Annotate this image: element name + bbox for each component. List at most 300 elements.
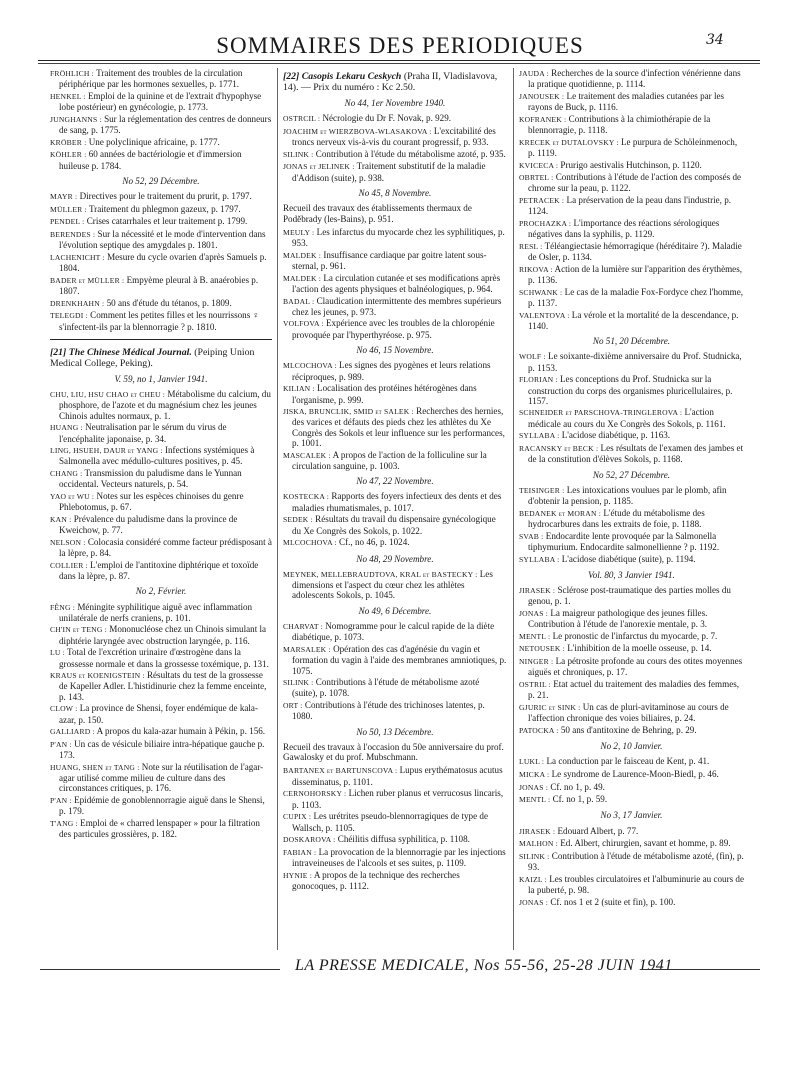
article-summary: Cf. no 1, p. 59. bbox=[552, 794, 608, 805]
article-summary: Le syndrome de Laurence-Moon-Biedl, p. 46. bbox=[551, 768, 719, 779]
article-summary: L'acidose diabétique, p. 1163. bbox=[561, 430, 671, 441]
article-entry bbox=[519, 287, 744, 309]
article-summary: Recherches des hernies, des varices et défauts des pieds chez les athlètes du Xe Congrès des Sokols et leur influence sur les performances, p. 1001. bbox=[292, 406, 505, 448]
article-entry bbox=[519, 195, 744, 217]
article-authors: BADAL : bbox=[283, 296, 315, 306]
article-entry bbox=[50, 191, 272, 202]
article-authors: KAN : bbox=[50, 514, 72, 524]
article-authors: OSTRIL : bbox=[519, 679, 551, 689]
article-authors: HENKEL : bbox=[50, 91, 86, 101]
article-entry bbox=[519, 656, 744, 678]
article-summary: Les urétrites pseudo-blennorragiques de type de Wallsch, p. 1105. bbox=[292, 811, 488, 833]
article-entry bbox=[50, 114, 272, 136]
article-entry bbox=[283, 870, 507, 892]
article-summary: Infections systémiques à Salmonella avec médullo-cultures positives, p. 45. bbox=[59, 445, 255, 467]
article-summary: L'importance des réactions sérologiques négatives dans la syphilis, p. 1129. bbox=[528, 217, 720, 240]
article-authors: SVAB : bbox=[519, 531, 544, 541]
article-summary: Ed. Albert, chirurgien, savant et homme, p. 89. bbox=[560, 838, 731, 849]
article-entry bbox=[283, 406, 507, 448]
article-authors: FRÖHLICH : bbox=[50, 69, 94, 78]
article-entry bbox=[519, 430, 744, 441]
article-authors: MEYNEK, MELLEBRAUDTOVA, KRAL et BASTECKY : bbox=[283, 569, 478, 579]
article-authors: TELEGDI : bbox=[50, 311, 88, 321]
article-summary: Une polyclinique africaine, p. 1777. bbox=[88, 136, 220, 147]
article-entry bbox=[50, 216, 272, 227]
issue-heading: Vol. 80, 3 Janvier 1941. bbox=[588, 569, 675, 580]
article-entry bbox=[519, 874, 744, 896]
article-entry bbox=[519, 264, 744, 286]
article-entry bbox=[519, 310, 744, 332]
article-summary: Transmission du paludisme dans le Yunnan occidental. Vecteurs naturels, p. 54. bbox=[59, 468, 242, 490]
article-entry bbox=[283, 318, 507, 340]
article-authors: JONAS : bbox=[519, 782, 549, 792]
article-entry bbox=[519, 897, 744, 908]
article-summary: Les intoxications voulues par le plomb, afin d'obtenir la pension, p. 1185. bbox=[528, 484, 727, 507]
issue-heading: No 52, 27 Décembre. bbox=[592, 469, 671, 480]
article-summary: Claudication intermittente des membres supérieurs chez les jeunes, p. 973. bbox=[292, 295, 502, 317]
article-summary: Cf. nos 1 et 2 (suite et fin), p. 100. bbox=[550, 896, 676, 907]
article-summary: Un cas de vésicule biliaire intra-hépatique gauche p. 173. bbox=[59, 738, 265, 761]
article-authors: CHANG : bbox=[50, 469, 83, 479]
article-entry bbox=[50, 137, 272, 148]
article-entry bbox=[519, 218, 744, 240]
article-summary: A propos du kala-azar humain à Pékin, p. 156. bbox=[96, 726, 266, 737]
article-summary: Comment les petites filles et les nourrissons ♀ s'infectent-ils par la blennorragie ? p. 1810. bbox=[59, 310, 260, 332]
article-entry bbox=[519, 769, 744, 780]
article-authors: DRENKHAHN : bbox=[50, 298, 105, 308]
article-authors: MASCALEK : bbox=[283, 450, 331, 460]
issue-heading: No 46, 15 Novembre. bbox=[356, 345, 434, 356]
article-entry bbox=[283, 788, 507, 810]
article-entry bbox=[50, 514, 272, 536]
article-summary: Résultats du travail du dispensaire gynécologique du Xe Congrès des Sokols, p. 1022. bbox=[292, 514, 496, 536]
article-authors: MENTL : bbox=[519, 631, 551, 641]
article-entry bbox=[283, 537, 507, 548]
article-summary: Contributions à l'étude de métabolisme azoté (suite), p. 1078. bbox=[292, 677, 480, 699]
article-summary: Total de l'excrétion urinaire d'œstrogène dans la grossesse normale et dans la grossesse toxémique, p. 131. bbox=[59, 647, 269, 669]
article-summary: Crises catarrhales et leur traitement p. 1799. bbox=[86, 216, 248, 227]
article-summary: Un cas de pluri-avitaminose au cours de l'affection chronique des voies biliaires, p. 24. bbox=[528, 701, 729, 724]
article-entry bbox=[50, 726, 272, 737]
article-authors: KOFRANEK : bbox=[519, 114, 567, 124]
issue-heading: No 49, 6 Décembre. bbox=[358, 605, 432, 616]
article-entry bbox=[519, 485, 744, 507]
issue-heading: No 44, 1er Novembre 1940. bbox=[344, 98, 446, 108]
article-authors: CHU, LIU, HSU CHAO et CHEU : bbox=[50, 390, 166, 400]
article-authors: LU : bbox=[50, 648, 65, 658]
article-entry bbox=[50, 298, 272, 309]
article-authors: BERENDES : bbox=[50, 229, 96, 239]
article-authors: P'AN : bbox=[50, 795, 72, 805]
column-right bbox=[519, 68, 744, 909]
article-entry bbox=[283, 383, 507, 405]
article-authors: SCHNEIDER et PARSCHOVA-TRINGLEROVA : bbox=[519, 408, 683, 418]
article-authors: VOLFOVA : bbox=[283, 319, 324, 329]
article-authors: WOLF : bbox=[519, 352, 546, 362]
article-authors: JOACHIM et WIERZBOVA-WLASAKOVA : bbox=[283, 126, 432, 136]
article-entry bbox=[519, 756, 744, 767]
article-entry bbox=[519, 443, 744, 465]
article-authors: CH'IN et TENG : bbox=[50, 625, 107, 635]
article-entry bbox=[283, 273, 507, 295]
article-entry bbox=[283, 811, 507, 833]
article-entry bbox=[50, 624, 272, 646]
issue-heading: No 51, 20 Décembre. bbox=[592, 336, 671, 347]
article-authors: SEDEK : bbox=[283, 515, 313, 525]
article-summary: La maigreur pathologique des jeunes filles. Contribution à l'étude de l'anorexie mentale, p. 3. bbox=[528, 608, 708, 630]
article-authors: CLOW : bbox=[50, 704, 78, 714]
page-number: 34 bbox=[706, 32, 724, 48]
article-entry bbox=[519, 407, 744, 429]
article-authors: KILIAN : bbox=[283, 384, 315, 394]
article-summary: Les infarctus du myocarde chez les syphilitiques, p. 953. bbox=[292, 226, 505, 249]
article-summary: Les dimensions et l'aspect du cœur chez les athlètes adolescents Sokols, p. 1045. bbox=[292, 568, 493, 601]
issue-heading: No 2, Février. bbox=[135, 586, 187, 597]
article-summary: Contributions à la chimiothérapie de la blennorragie, p. 1118. bbox=[528, 113, 711, 136]
article-summary: Prurigo aestivalis Hutchinson, p. 1120. bbox=[560, 159, 702, 170]
article-authors: CUPIX : bbox=[283, 812, 312, 822]
article-summary: Le purpura de Schöleinmenoch, p. 1119. bbox=[528, 136, 738, 158]
article-authors: SCHWANK : bbox=[519, 287, 563, 297]
article-summary: 50 ans d'étude du tétanos, p. 1809. bbox=[106, 297, 232, 308]
article-entry bbox=[519, 508, 744, 530]
article-authors: ORT : bbox=[283, 701, 303, 710]
article-summary: La préservation de la peau dans l'industrie, p. 1124. bbox=[528, 195, 732, 217]
article-entry bbox=[283, 450, 507, 472]
article-entry bbox=[283, 847, 507, 869]
article-authors: KÖHLER : bbox=[50, 150, 87, 160]
article-entry bbox=[283, 621, 507, 643]
article-entry bbox=[50, 739, 272, 761]
article-authors: PETRACEK : bbox=[519, 196, 565, 206]
article-entry bbox=[283, 491, 507, 513]
article-authors: SYLLABA : bbox=[519, 554, 560, 564]
article-summary: Action de la lumière sur l'apparition des érythèmes, p. 1136. bbox=[528, 263, 743, 286]
article-authors: P'AN : bbox=[50, 739, 72, 749]
article-summary: Mesure du cycle ovarien d'après Samuels p. 1804. bbox=[59, 251, 267, 274]
article-authors: T'ANG : bbox=[50, 818, 78, 828]
article-authors: JIRASEK : bbox=[519, 586, 556, 596]
article-entry bbox=[50, 560, 272, 582]
article-entry bbox=[50, 68, 272, 90]
article-authors: FABIAN : bbox=[283, 847, 317, 857]
collection-note: Recueil des travaux à l'occasion du 50e anniversaire du prof. Gawalosky et du prof. Mubschmann. bbox=[283, 741, 504, 763]
article-summary: A propos de l'action de la folliculine sur la circulation sanguine, p. 1003. bbox=[292, 449, 487, 471]
article-authors: MLCOCHOVA : bbox=[283, 538, 337, 548]
article-entry bbox=[50, 310, 272, 332]
article-summary: Traitement du phlegmon gazeux, p. 1797. bbox=[88, 203, 241, 214]
article-summary: L'étude du métabolisme des hydrocarbures dans les extraits de foie, p. 1188. bbox=[528, 507, 705, 530]
issue-heading: No 45, 8 Novembre. bbox=[358, 187, 432, 198]
article-summary: A propos de la technique des recherches gonocoques, p. 1112. bbox=[292, 869, 460, 891]
column-middle bbox=[283, 68, 507, 893]
article-summary: Contribution à l'étude de métabolisme azoté, (fin), p. 93. bbox=[528, 850, 744, 873]
article-summary: Contributions à l'étude des trichinoses latentes, p. 1080. bbox=[292, 700, 485, 722]
article-summary: Chéilitis diffusa syphilitica, p. 1108. bbox=[337, 834, 470, 845]
article-summary: Notes sur les espèces chinoises du genre Phlebotomus, p. 67. bbox=[59, 490, 244, 513]
article-authors: PENDEL : bbox=[50, 217, 85, 227]
article-entry bbox=[519, 826, 744, 837]
header-rule-secondary bbox=[38, 63, 760, 64]
article-authors: SILINK : bbox=[283, 149, 314, 159]
article-summary: Rapports des foyers infectieux des dents et des maladies rhumatismales, p. 1017. bbox=[292, 491, 502, 513]
article-authors: KRÖBER : bbox=[50, 137, 87, 147]
article-summary: Contributions à l'étude de l'action des composés de chrome sur la peau, p. 1122. bbox=[528, 172, 742, 194]
article-entry bbox=[519, 851, 744, 873]
article-entry bbox=[519, 137, 744, 159]
article-entry bbox=[50, 229, 272, 251]
article-entry bbox=[519, 91, 744, 113]
article-authors: LUKL : bbox=[519, 757, 545, 767]
article-authors: PROCHAZKA : bbox=[519, 218, 572, 228]
article-summary: Edouard Albert, p. 77. bbox=[557, 825, 639, 836]
article-entry bbox=[283, 126, 507, 148]
article-entry bbox=[283, 296, 507, 318]
article-entry bbox=[283, 569, 507, 601]
article-entry bbox=[50, 762, 272, 794]
article-summary: Le cas de la maladie Fox-Fordyce chez l'homme, p. 1137. bbox=[528, 286, 744, 308]
article-authors: KRECEK et DUTALOVSKY : bbox=[519, 137, 619, 147]
article-entry bbox=[283, 514, 507, 536]
article-authors: GJURIC et SINK : bbox=[519, 702, 581, 712]
article-authors: JONAS et JELINEK : bbox=[283, 162, 355, 172]
issue-heading: V. 59, no 1, Janvier 1941. bbox=[114, 373, 208, 384]
article-authors: FLORIAN : bbox=[519, 375, 558, 385]
article-entry bbox=[283, 113, 507, 124]
article-entry bbox=[50, 275, 272, 297]
article-summary: Sur la réglementation des centres de donneurs de sang, p. 1775. bbox=[59, 113, 272, 136]
article-authors: MÜLLER : bbox=[50, 204, 87, 214]
article-entry bbox=[50, 647, 272, 669]
column-divider bbox=[513, 68, 514, 950]
article-summary: Les troubles circulatoires et l'albuminurie au cours de la puberté, p. 98. bbox=[528, 873, 745, 896]
article-authors: MAYR : bbox=[50, 192, 78, 202]
article-entry bbox=[283, 149, 507, 160]
article-entry bbox=[283, 834, 507, 845]
article-summary: Téléangiectasie hémorragique (héréditaire ?). Maladie de Osler, p. 1134. bbox=[528, 240, 742, 263]
article-authors: PATOCKA : bbox=[519, 725, 559, 735]
header-rule bbox=[38, 60, 760, 61]
article-entry bbox=[50, 491, 272, 513]
article-summary: La province de Shensi, foyer endémique de kala-azar, p. 150. bbox=[59, 703, 258, 725]
article-authors: MEULY : bbox=[283, 227, 315, 237]
article-authors: HUANG, SHEN et TANG : bbox=[50, 762, 140, 772]
article-authors: HUANG : bbox=[50, 423, 83, 433]
issue-heading: No 47, 22 Novembre. bbox=[356, 476, 434, 487]
article-entry bbox=[50, 602, 272, 624]
article-authors: JANOUSEK : bbox=[519, 91, 565, 101]
article-entry bbox=[50, 252, 272, 274]
journal-title: [22] Casopis Lekaru Ceskych bbox=[283, 71, 402, 82]
article-summary: Mononucléose chez un Chinois simulant la diphtérie laryngée avec obstruction laryngée, p. 116. bbox=[59, 624, 267, 646]
section-rule bbox=[50, 339, 272, 340]
article-entry bbox=[283, 227, 507, 249]
issue-heading: No 48, 29 Novembre. bbox=[356, 553, 434, 564]
issue-heading: No 52, 29 Décembre. bbox=[122, 175, 200, 186]
article-entry bbox=[50, 795, 272, 817]
page-title: SOMMAIRES DES PERIODIQUES bbox=[216, 33, 584, 58]
article-authors: GALLIARD : bbox=[50, 727, 95, 737]
article-entry bbox=[519, 643, 744, 654]
article-authors: MICKA : bbox=[519, 769, 550, 779]
article-summary: Neutralisation par le sérum du virus de l'encéphalite japonaise, p. 34. bbox=[59, 422, 227, 444]
article-authors: KVICECA : bbox=[519, 160, 559, 170]
article-authors: SILINK : bbox=[283, 678, 314, 688]
article-summary: Métabolisme du calcium, du phosphore, de l'azote et du magnésium chez les jeunes Chinois adultes normaux, p. 1. bbox=[59, 389, 271, 421]
article-summary: La provocation de la blennorragie par les injections intraveineuses de l'alcools et ses suites, p. 1109. bbox=[292, 846, 506, 869]
journal-title: [21] The Chinese Médical Journal. bbox=[50, 346, 192, 358]
article-entry bbox=[519, 68, 744, 90]
article-authors: MARSALEK : bbox=[283, 644, 331, 654]
article-authors: CHARVAT : bbox=[283, 622, 323, 632]
article-entry bbox=[50, 818, 272, 840]
article-entry bbox=[519, 608, 744, 630]
journal-details: (Praha II, Vladislavova, 14). — Prix du numéro : Kc 2.50. bbox=[283, 71, 498, 93]
article-summary: Emploi de la quinine et de l'extrait d'hypophyse lobe postérieur) en gynécologie, p. 1773. bbox=[59, 90, 262, 113]
article-entry bbox=[519, 241, 744, 263]
article-summary: Localisation des protéines hétérogènes dans l'organisme, p. 999. bbox=[292, 383, 477, 405]
article-authors: JIRASEK : bbox=[519, 826, 556, 836]
article-summary: Note sur la réutilisation de l'agar-agar utilisé comme milieu de culture dans des circonstances critiques, p. 176. bbox=[59, 761, 264, 794]
article-summary: Expérience avec les troubles de la chloropénie provoquée par l'hyperthyréose. p. 975. bbox=[292, 318, 495, 340]
journal-heading bbox=[50, 347, 272, 369]
article-authors: MALHON : bbox=[519, 839, 558, 849]
article-authors: OBRTEL : bbox=[519, 173, 554, 183]
article-summary: Lichen ruber planus et verrucosus lincaris, p. 1103. bbox=[292, 788, 504, 810]
article-summary: Opération des cas d'agénésie du vagin et formation du vagin à l'aide des membranes amniotiques, p. 1075. bbox=[292, 643, 507, 676]
article-entry bbox=[519, 374, 744, 406]
article-entry bbox=[519, 725, 744, 736]
article-authors: COLLIER : bbox=[50, 560, 88, 570]
article-summary: Sclérose post-traumatique des parties molles du genou, p. 1. bbox=[528, 585, 731, 607]
article-summary: Nomogramme pour le calcul rapide de la diète diabétique, p. 1073. bbox=[292, 621, 495, 643]
article-summary: 50 ans d'antitoxine de Behring, p. 29. bbox=[560, 724, 697, 735]
article-entry bbox=[519, 351, 744, 373]
article-authors: JONAS : bbox=[519, 609, 549, 618]
article-summary: Colocasia considéré comme facteur prédisposant à la lèpre, p. 84. bbox=[59, 536, 272, 559]
article-summary: Emploi de « charred lenspaper » pour la filtration des particules grossières, p. 182. bbox=[59, 817, 260, 840]
article-entry bbox=[50, 445, 272, 467]
article-authors: RIKOVA : bbox=[519, 264, 553, 274]
article-entry bbox=[519, 585, 744, 607]
article-authors: BADER et MÜLLER : bbox=[50, 275, 125, 285]
article-summary: Le soixante-dixième anniversaire du Prof. Studnicka, p. 1153. bbox=[528, 351, 742, 373]
article-summary: Contribution à l'étude du métabolisme azoté, p. 935. bbox=[315, 148, 506, 159]
article-summary: Nécrologie du Dr F. Novak, p. 929. bbox=[322, 113, 452, 124]
article-entry bbox=[283, 360, 507, 382]
article-entry bbox=[50, 670, 272, 702]
article-summary: L'inhibition de la moelle osseuse, p. 14. bbox=[567, 643, 712, 654]
article-authors: CERNOHORSKY : bbox=[283, 789, 347, 799]
article-entry bbox=[50, 703, 272, 725]
article-summary: Résultats du test de la grossesse de Kapeller Adler. L'histidinurie chez la femme enceinte, p. 143. bbox=[59, 670, 267, 702]
article-summary: L'emploi de l'antitoxine diphtérique et toxoïde dans la lèpre, p. 87. bbox=[59, 559, 259, 581]
article-authors: BARTANEX et BARTUNSCOVA : bbox=[283, 766, 398, 776]
footer-text: LA PRESSE MEDICALE, Nos 55-56, 25-28 JUIN 1941 bbox=[295, 957, 673, 974]
article-entry bbox=[519, 679, 744, 701]
article-authors: JISKA, BRUNCLIK, SMID et SALEK : bbox=[283, 407, 414, 417]
journal-details: (Peiping Union Medical College, Peking). bbox=[50, 346, 255, 369]
article-summary: L'acidose diabétique (suite), p. 1194. bbox=[561, 553, 696, 564]
page-header bbox=[100, 33, 700, 59]
issue-heading: No 50, 13 Décembre. bbox=[356, 726, 434, 737]
article-authors: MENTL : bbox=[519, 795, 551, 805]
article-authors: KRAUS et KOENIGSTEIN : bbox=[50, 671, 145, 681]
article-authors: LING, HSUEH, DAUR et YANG : bbox=[50, 446, 163, 456]
article-authors: KAIZL : bbox=[519, 874, 547, 884]
article-authors: BEDANEK et MORAN : bbox=[519, 508, 602, 518]
article-authors: NETOUSEK : bbox=[519, 644, 565, 654]
article-summary: La circulation cutanée et ses modifications après l'action des agents physiques et balnéologiques, p. 964. bbox=[292, 272, 501, 294]
collection-note: Recueil des travaux des établissements thermaux de Poděbrady (les-Bains), p. 951. bbox=[283, 203, 472, 224]
article-summary: Les conceptions du Prof. Studnicka sur la construction du corps des organismes pluricellulaires, p. 1157. bbox=[528, 374, 733, 406]
column-divider bbox=[277, 68, 278, 950]
article-entry bbox=[283, 677, 507, 699]
article-summary: L'action médicale au cours du Xe Congrès des Sokols, p. 1161. bbox=[528, 407, 726, 429]
article-summary: Les signes des pyogènes et leurs relations réciproques, p. 989. bbox=[292, 360, 491, 382]
article-summary: Le traitement des maladies cutanées par les rayons de Buck, p. 1116. bbox=[528, 90, 725, 113]
article-summary: Les résultats de l'examen des jambes et de la constitution d'élèves Sokols, p. 1168. bbox=[528, 442, 744, 465]
article-summary: Sur la nécessité et le mode d'intervention dans l'évolution septique des amygdales p. 1801. bbox=[59, 228, 266, 251]
article-summary: La pétrosite profonde au cours des otites moyennes aiguës et chroniques, p. 17. bbox=[528, 656, 743, 678]
article-authors: TEISINGER : bbox=[519, 485, 565, 495]
article-entry bbox=[519, 794, 744, 805]
article-entry bbox=[519, 838, 744, 849]
article-entry bbox=[519, 554, 744, 565]
article-authors: MALDEK : bbox=[283, 273, 322, 283]
article-authors: JAUDA : bbox=[519, 69, 549, 78]
article-entry bbox=[519, 702, 744, 724]
article-authors: RESL : bbox=[519, 241, 543, 251]
footer-rule-left bbox=[40, 969, 280, 970]
article-authors: HYNIE : bbox=[283, 870, 313, 880]
article-entry bbox=[50, 537, 272, 559]
article-entry bbox=[283, 765, 507, 787]
article-authors: KOSTECKA : bbox=[283, 492, 330, 502]
issue-heading: No 3, 17 Janvier. bbox=[600, 810, 663, 821]
article-summary: Etat actuel du traitement des maladies des femmes, p. 21. bbox=[528, 678, 740, 701]
article-entry bbox=[283, 700, 507, 722]
article-authors: SILINK : bbox=[519, 851, 550, 861]
article-summary: Traitement des troubles de la circulation périphérique par les hormones sexuelles, p. 1771. bbox=[59, 68, 243, 90]
article-authors: JUNGHANNS : bbox=[50, 114, 102, 124]
article-entry bbox=[519, 160, 744, 171]
article-summary: Prévalence du paludisme dans la province de Kweichow, p. 77. bbox=[59, 513, 238, 536]
article-summary: Méningite syphilitique aiguë avec inflammation unilatérale de nerfs craniens, p. 101. bbox=[59, 601, 253, 623]
article-entry bbox=[50, 149, 272, 171]
article-summary: Insuffisance cardiaque par goitre latent sous-sternal, p. 961. bbox=[292, 249, 487, 272]
article-authors: LACHENICHT : bbox=[50, 252, 105, 262]
article-authors: JONAS : bbox=[519, 897, 549, 907]
article-summary: Traitement substitutif de la maladie d'Addison (suite), p. 938. bbox=[292, 161, 486, 183]
article-entry bbox=[519, 531, 744, 553]
article-entry bbox=[519, 114, 744, 136]
article-entry bbox=[50, 468, 272, 490]
article-entry bbox=[50, 422, 272, 444]
article-authors: YAO et WU : bbox=[50, 491, 95, 501]
journal-heading bbox=[283, 71, 507, 93]
article-summary: Directives pour le traitement du prurit, p. 1797. bbox=[79, 191, 252, 202]
issue-heading: No 2, 10 Janvier. bbox=[600, 741, 663, 752]
article-summary: Cf. no 1, p. 49. bbox=[550, 781, 605, 792]
footer-rule-right bbox=[640, 969, 760, 970]
article-summary: La conduction par le faisceau de Kent, p. 41. bbox=[546, 756, 710, 767]
article-authors: NELSON : bbox=[50, 537, 86, 547]
article-summary: Le pronostic de l'infarctus du myocarde, p. 7. bbox=[552, 630, 718, 641]
article-summary: Empyème pleural à B. anaérobies p. 1807. bbox=[59, 274, 259, 297]
article-summary: La vérole et la mortalité de la descendance, p. 1140. bbox=[528, 309, 739, 331]
article-summary: Endocardite lente provoquée par la Salmonella tiphymurium. Endocardite salmonellienne ? p. 1192. bbox=[528, 530, 720, 552]
